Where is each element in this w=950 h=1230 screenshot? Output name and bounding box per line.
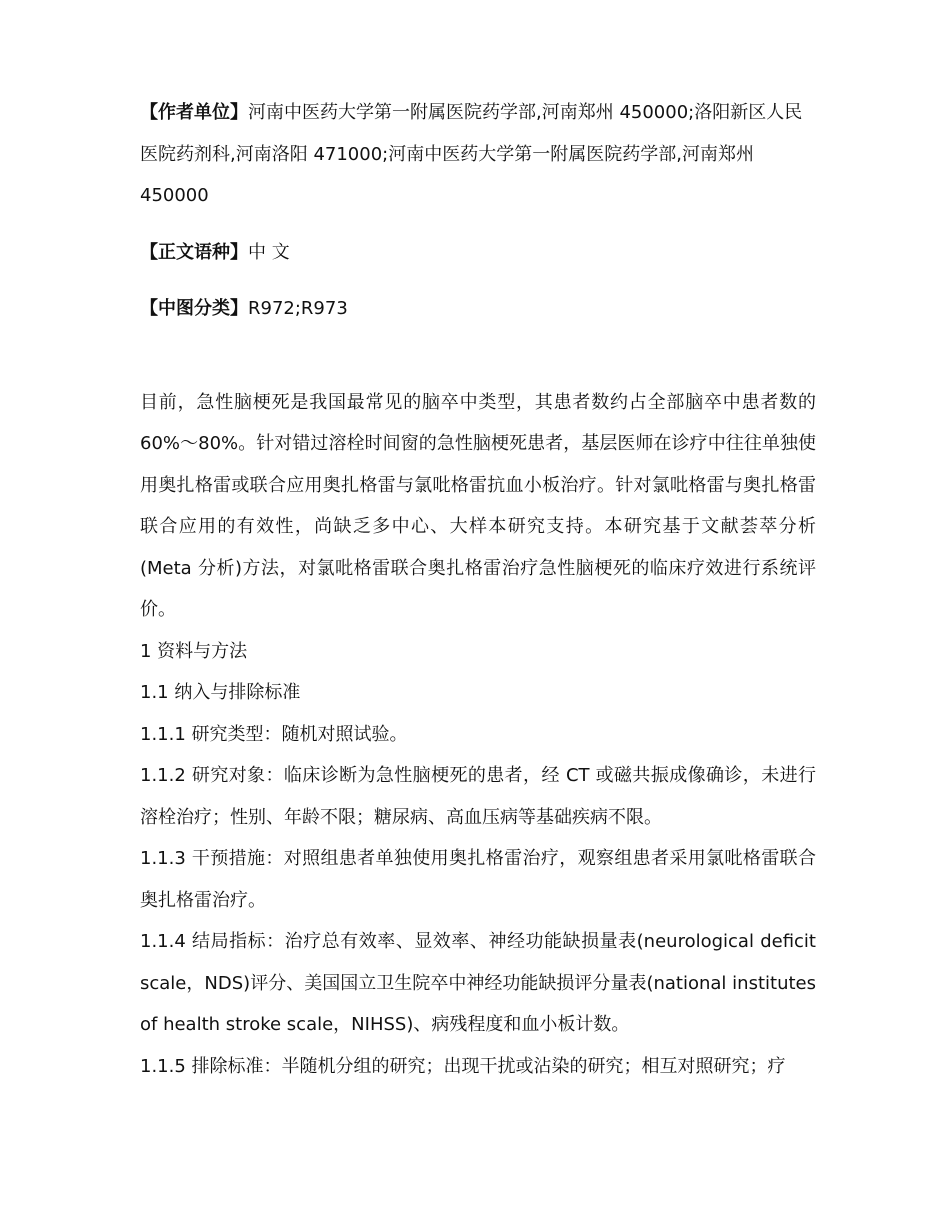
intro-paragraph: 目前，急性脑梗死是我国最常见的脑卒中类型，其患者数约占全部脑卒中患者数的60%～80%。针对错过溶栓时间窗的急性脑梗死患者，基层医师在诊疗中往往单独使用奥扎格雷或联合应用奥扎格雷与氯吡格雷抗血小板治疗。针对氯吡格雷与奥扎格雷联合应用的有效性，尚缺乏多中心、大样本研究支持。本研究基于文献荟萃分析(Meta 分析)方法，对氯吡格雷联合奥扎格雷治疗急性脑梗死的临床疗效进行系统评价。 (140, 391, 816, 620)
language-field (140, 232, 816, 274)
classification-line (140, 288, 816, 330)
item-1-1-3: 1.1.3 干预措施：对照组患者单独使用奥扎格雷治疗，观察组患者采用氯吡格雷联合奥扎格雷治疗。 (140, 848, 816, 911)
item-1-1-2: 1.1.2 研究对象：临床诊断为急性脑梗死的患者，经 CT 或磁共振成像确诊，未进行溶栓治疗；性别、年龄不限；糖尿病、高血压病等基础疾病不限。 (140, 765, 816, 828)
item-1-1-5: 1.1.5 排除标准：半随机分组的研究；出现干扰或沾染的研究；相互对照研究；疗 (140, 1055, 786, 1077)
document-page (140, 92, 816, 1087)
section-heading-1-1: 1.1 纳入与排除标准 (140, 682, 301, 703)
section-heading-1: 1 资料与方法 (140, 640, 248, 662)
author-unit-line (140, 92, 816, 217)
item-1-1-4: 1.1.4 结局指标：治疗总有效率、显效率、神经功能缺损量表(neurological deficit scale，NDS)评分、美国国立卫生院卒中神经功能缺损评分量表(national institutes of health stroke scale，NIHSS)、病残程度和血小板计数。 (140, 931, 816, 1035)
classification-label: 【中图分类】 (140, 298, 248, 319)
classification-value: R972;R973 (248, 298, 348, 319)
body-text (140, 382, 816, 1088)
author-unit-label: 【作者单位】 (140, 102, 248, 123)
language-label: 【正文语种】 (140, 241, 248, 263)
language-value: 中 文 (248, 241, 290, 263)
language-line (140, 232, 816, 274)
item-1-1-1: 1.1.1 研究类型：随机对照试验。 (140, 723, 408, 745)
classification-field (140, 288, 816, 330)
author-unit-value: 河南中医药大学第一附属医院药学部,河南郑州 450000;洛阳新区人民医院药剂科,河南洛阳 471000;河南中医药大学第一附属医院药学部,河南郑州 450000 (140, 102, 803, 206)
author-unit-field (140, 92, 816, 217)
